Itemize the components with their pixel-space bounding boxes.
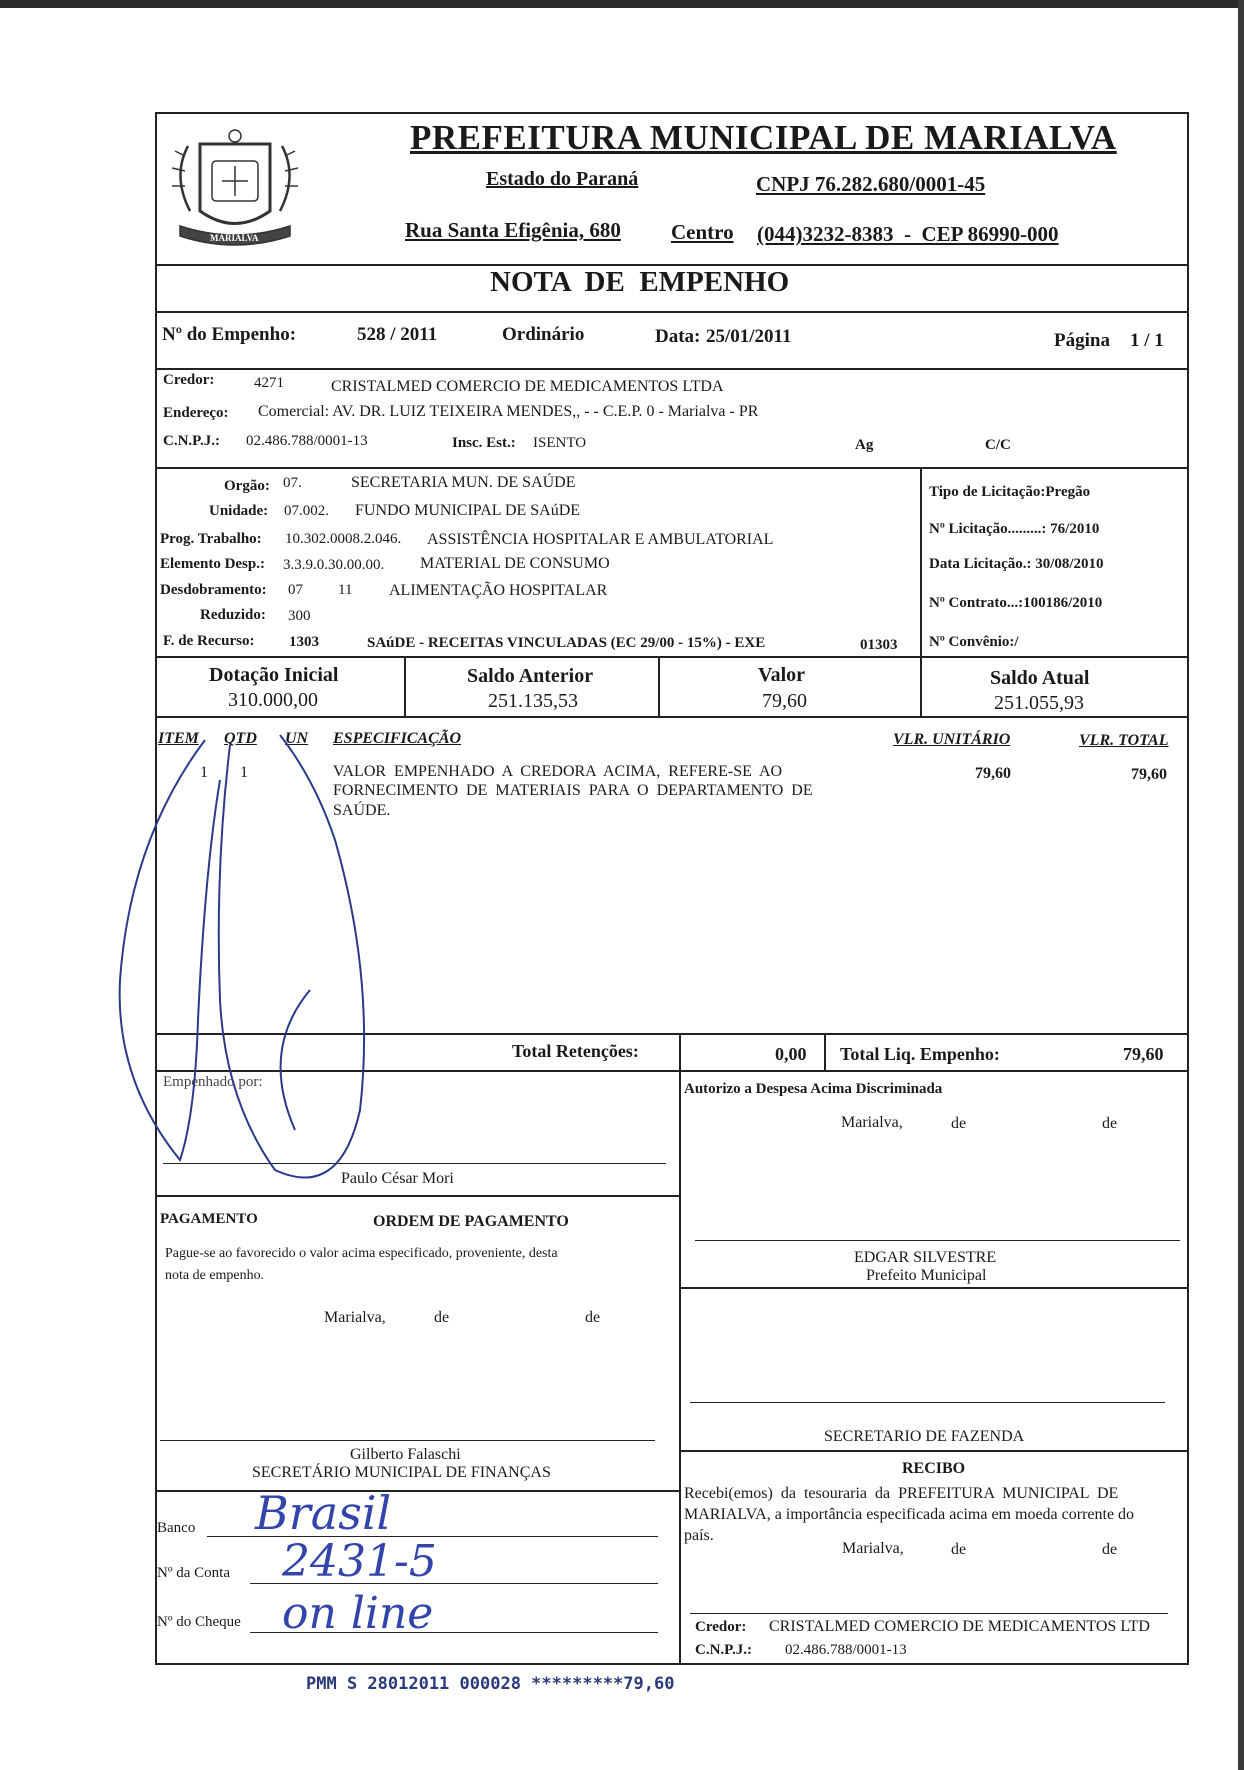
phone-cep-label: (044)3232-8383 - CEP 86990-000 bbox=[757, 222, 1059, 246]
divider bbox=[404, 656, 406, 716]
credor-footer-name: CRISTALMED COMERCIO DE MEDICAMENTOS LTD bbox=[769, 1618, 1150, 1635]
pagamento-text-line2: nota de empenho. bbox=[165, 1268, 265, 1283]
pagamento-text-line1: Pague-se ao favorecido o valor acima especificado, proveniente, desta bbox=[165, 1246, 558, 1261]
divider bbox=[920, 656, 922, 716]
credor-cnpj: 02.486.788/0001-13 bbox=[246, 433, 368, 449]
credor-address: Comercial: AV. DR. LUIZ TEIXEIRA MENDES,, - - C.E.P. 0 - Marialva - PR bbox=[258, 403, 759, 420]
banco-handwritten: Brasil bbox=[255, 1486, 392, 1540]
conta-handwritten: 2431-5 bbox=[282, 1536, 437, 1587]
prog-name: ASSISTÊNCIA HOSPITALAR E AMBULATORIAL bbox=[427, 531, 774, 548]
item-qtd: 1 bbox=[240, 764, 248, 781]
liquido-label: Total Liq. Empenho: bbox=[840, 1044, 1000, 1064]
fonte-label: F. de Recurso: bbox=[163, 633, 255, 649]
orgao-code: 07. bbox=[283, 475, 302, 491]
autorizo-role: Prefeito Municipal bbox=[866, 1267, 987, 1284]
state-label: Estado do Paraná bbox=[486, 168, 639, 190]
saldo-atual-value: 251.055,93 bbox=[994, 692, 1084, 714]
recibo-label: RECIBO bbox=[902, 1460, 966, 1477]
credor-footer-label: Credor: bbox=[695, 1619, 747, 1635]
liquido-value: 79,60 bbox=[1123, 1044, 1164, 1064]
coat-of-arms-logo bbox=[160, 116, 310, 256]
item-number: 1 bbox=[200, 764, 208, 781]
pagamento-role: SECRETÁRIO MUNICIPAL DE FINANÇAS bbox=[252, 1464, 551, 1481]
divider bbox=[679, 1033, 681, 1071]
dotacao-label: Dotação Inicial bbox=[209, 664, 339, 686]
divider bbox=[155, 467, 1189, 469]
divider bbox=[155, 368, 1189, 370]
elemento-name: MATERIAL DE CONSUMO bbox=[420, 555, 610, 572]
banco-label: Banco bbox=[157, 1520, 196, 1536]
item-unit-value: 79,60 bbox=[975, 765, 1011, 782]
licitacao-convenio: Nº Convênio:/ bbox=[929, 634, 1019, 650]
valor-value: 79,60 bbox=[762, 690, 807, 712]
desdobramento-name: ALIMENTAÇÃO HOSPITALAR bbox=[389, 582, 608, 599]
item-description-line1: VALOR EMPENHADO A CREDORA ACIMA, REFERE-SE AO bbox=[333, 763, 783, 780]
divider bbox=[824, 1033, 826, 1071]
scan-edge-top bbox=[0, 0, 1244, 8]
signature-line bbox=[695, 1240, 1180, 1241]
desdobramento-code2: 11 bbox=[338, 582, 353, 598]
autorizo-label: Autorizo a Despesa Acima Discriminada bbox=[684, 1081, 943, 1097]
divider bbox=[658, 656, 660, 716]
handwritten-signature bbox=[110, 720, 450, 1200]
saldo-atual-label: Saldo Atual bbox=[990, 667, 1090, 689]
page-title: PREFEITURA MUNICIPAL DE MARIALVA bbox=[410, 118, 1117, 157]
saldo-anterior-label: Saldo Anterior bbox=[467, 665, 594, 687]
autorizo-de2: de bbox=[1102, 1115, 1118, 1132]
prog-label: Prog. Trabalho: bbox=[160, 531, 262, 547]
pagamento-name: Gilberto Falaschi bbox=[350, 1446, 461, 1463]
insc-label: Insc. Est.: bbox=[452, 435, 516, 451]
empenho-number: 528 / 2011 bbox=[357, 324, 438, 345]
desdobramento-label: Desdobramento: bbox=[160, 582, 267, 598]
pagamento-de1: de bbox=[434, 1309, 450, 1326]
unidade-name: FUNDO MUNICIPAL DE SAúDE bbox=[355, 502, 581, 519]
conta-label: Nº da Conta bbox=[157, 1565, 230, 1581]
cnpj-field-label: C.N.P.J.: bbox=[163, 433, 220, 449]
ordem-pagamento-label: ORDEM DE PAGAMENTO bbox=[373, 1213, 569, 1230]
recibo-text-line3: país. bbox=[684, 1527, 714, 1544]
secretario-fazenda: SECRETARIO DE FAZENDA bbox=[824, 1428, 1025, 1445]
elemento-code: 3.3.9.0.30.00.00. bbox=[283, 557, 385, 573]
signature-line bbox=[690, 1613, 1168, 1614]
col-especificacao: ESPECIFICAÇÃO bbox=[333, 730, 462, 747]
divider bbox=[679, 1070, 681, 1665]
pagamento-label: PAGAMENTO bbox=[160, 1211, 258, 1227]
credor-code: 4271 bbox=[254, 375, 284, 391]
col-un: UN bbox=[285, 730, 309, 747]
licitacao-numero: Nº Licitação.........: 76/2010 bbox=[929, 521, 1100, 537]
unidade-label: Unidade: bbox=[209, 503, 269, 519]
fonte-name: SAúDE - RECEITAS VINCULADAS (EC 29/00 - 15%) - EXE bbox=[367, 635, 766, 651]
credor-label: Credor: bbox=[163, 372, 215, 388]
payment-stamp: PMM S 28012011 000028 *********79,60 bbox=[306, 1674, 675, 1694]
col-vlr-total: VLR. TOTAL bbox=[1079, 732, 1169, 749]
divider bbox=[155, 656, 1189, 658]
cheque-handwritten: on line bbox=[282, 1588, 434, 1639]
unidade-code: 07.002. bbox=[284, 503, 329, 519]
cc-label: C/C bbox=[985, 437, 1011, 453]
orgao-name: SECRETARIA MUN. DE SAÚDE bbox=[351, 474, 576, 491]
desdobramento-code: 07 bbox=[288, 582, 303, 598]
reduzido-label: Reduzido: bbox=[200, 607, 266, 623]
divider bbox=[155, 1490, 679, 1492]
dotacao-value: 310.000,00 bbox=[228, 689, 318, 711]
empenho-date: 25/01/2011 bbox=[706, 326, 792, 347]
fonte-code: 1303 bbox=[289, 634, 319, 650]
retencoes-label: Total Retenções: bbox=[512, 1041, 639, 1061]
retencoes-value: 0,00 bbox=[775, 1044, 807, 1064]
logo-banner-text: MARIALVA bbox=[210, 233, 259, 243]
scan-edge-right bbox=[1238, 0, 1244, 1770]
recibo-place: Marialva, bbox=[842, 1540, 904, 1557]
signature-line bbox=[160, 1440, 655, 1441]
recibo-de1: de bbox=[951, 1541, 967, 1558]
col-vlr-unitario: VLR. UNITÁRIO bbox=[893, 731, 1011, 748]
reduzido-value: 300 bbox=[288, 608, 311, 624]
district-label: Centro bbox=[671, 220, 734, 244]
autorizo-place: Marialva, bbox=[841, 1114, 903, 1131]
credor-footer-cnpj: 02.486.788/0001-13 bbox=[785, 1642, 907, 1658]
signature-line bbox=[690, 1402, 1165, 1403]
saldo-anterior-value: 251.135,53 bbox=[488, 690, 578, 712]
divider bbox=[920, 467, 922, 657]
credor-name: CRISTALMED COMERCIO DE MEDICAMENTOS LTDA bbox=[331, 378, 724, 395]
empenhado-name: Paulo César Mori bbox=[341, 1170, 454, 1187]
valor-label: Valor bbox=[758, 664, 806, 686]
cnpj-label: CNPJ 76.282.680/0001-45 bbox=[756, 172, 986, 196]
date-label: Data: bbox=[655, 326, 701, 347]
pagamento-de2: de bbox=[585, 1309, 601, 1326]
divider bbox=[155, 311, 1189, 313]
item-description-line3: SAÚDE. bbox=[333, 802, 391, 819]
recibo-de2: de bbox=[1102, 1541, 1118, 1558]
cheque-label: Nº do Cheque bbox=[157, 1614, 241, 1630]
prog-code: 10.302.0008.2.046. bbox=[285, 531, 402, 547]
page-label: Página bbox=[1054, 330, 1110, 351]
empenho-type: Ordinário bbox=[502, 324, 585, 345]
divider bbox=[155, 716, 1189, 718]
ag-label: Ag bbox=[855, 437, 874, 453]
credor-footer-cnpj-label: C.N.P.J.: bbox=[695, 1642, 752, 1658]
page-number: 1 / 1 bbox=[1130, 330, 1164, 351]
autorizo-de1: de bbox=[951, 1115, 967, 1132]
divider bbox=[679, 1287, 1189, 1289]
orgao-label: Orgão: bbox=[224, 478, 270, 494]
street-label: Rua Santa Efigênia, 680 bbox=[405, 218, 621, 242]
elemento-label: Elemento Desp.: bbox=[160, 556, 265, 572]
document-title: NOTA DE EMPENHO bbox=[490, 266, 790, 298]
address-label: Endereço: bbox=[163, 405, 229, 421]
empenhado-label: Empenhado por: bbox=[163, 1074, 263, 1090]
item-description-line2: FORNECIMENTO DE MATERIAIS PARA O DEPARTAMENTO DE bbox=[333, 782, 813, 799]
empenho-number-label: Nº do Empenho: bbox=[162, 324, 297, 345]
fonte-code2: 01303 bbox=[860, 637, 898, 653]
licitacao-data: Data Licitação.: 30/08/2010 bbox=[929, 556, 1104, 572]
item-total-value: 79,60 bbox=[1131, 766, 1167, 783]
licitacao-tipo: Tipo de Licitação:Pregão bbox=[929, 484, 1091, 500]
autorizo-name: EDGAR SILVESTRE bbox=[854, 1249, 997, 1266]
pagamento-place: Marialva, bbox=[324, 1309, 386, 1326]
col-qtd: QTD bbox=[224, 730, 257, 747]
licitacao-contrato: Nº Contrato...:100186/2010 bbox=[929, 595, 1103, 611]
col-item: ITEM bbox=[158, 730, 199, 747]
recibo-text-line1: Recebi(emos) da tesouraria da PREFEITURA MUNICIPAL DE bbox=[684, 1485, 1119, 1502]
credor-insc: ISENTO bbox=[533, 435, 587, 451]
divider bbox=[679, 1450, 1189, 1452]
recibo-text-line2: MARIALVA, a importância especificada acima em moeda corrente do bbox=[684, 1506, 1135, 1523]
